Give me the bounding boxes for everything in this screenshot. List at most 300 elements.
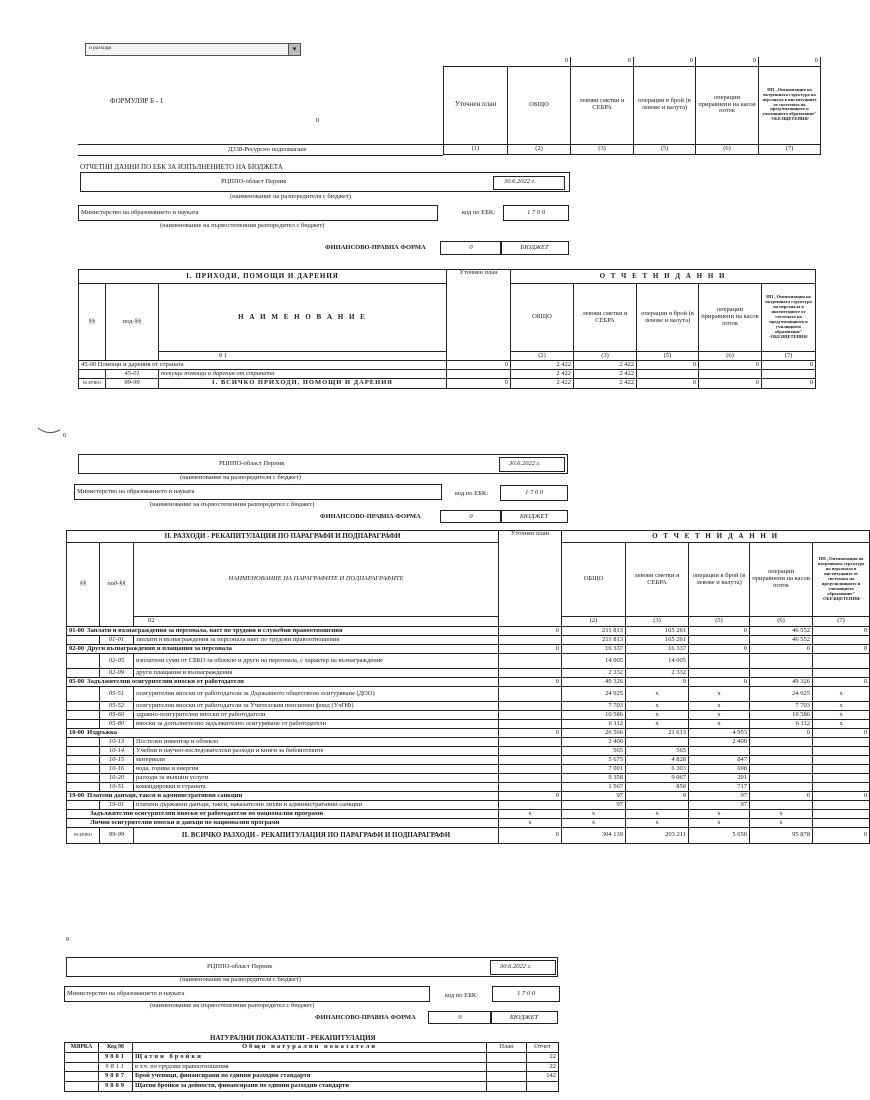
- income-plan-header: Уточнен план: [447, 270, 511, 361]
- ministry-caption: (наименование на първостепенния разпоредител с бюджет): [150, 1002, 315, 1009]
- org-box: [80, 172, 570, 192]
- row-name: Задължителни осигурителни вноски от работодатели: [87, 677, 244, 685]
- col-num: (3): [626, 617, 689, 627]
- income-sp-header: под-§§: [106, 284, 159, 361]
- row-total: x: [562, 810, 626, 819]
- row-plan: [499, 738, 562, 747]
- table-row: [67, 819, 870, 828]
- form-value-1: БЮДЖЕТ: [500, 241, 569, 255]
- row-plan: [499, 756, 562, 765]
- row-cash: x: [689, 819, 750, 828]
- row-name: осигурителни вноски от работодатели за Учителския пенсионен фонд (УчПФ): [134, 702, 499, 711]
- row-plan: x: [499, 810, 562, 819]
- chevron-down-icon[interactable]: ▾: [288, 44, 300, 55]
- row-name: Щатни бройки: [133, 1053, 487, 1063]
- row-name: здравно-осигурителни вноски от работодатели: [134, 711, 499, 720]
- col-num: (6): [750, 617, 813, 627]
- expenses-eq-header: операции приравнени на касов поток: [750, 543, 813, 617]
- row-total: 97: [562, 801, 626, 810]
- row-name: Помощи и дарения от страната: [97, 360, 184, 368]
- row-lev: 0: [626, 792, 689, 801]
- row-lev: 565: [626, 747, 689, 756]
- table-row: [67, 828, 870, 844]
- form-code-1: 0: [440, 241, 502, 255]
- row-eq: [750, 774, 813, 783]
- row-np: [813, 801, 870, 810]
- row-total: 2 422: [511, 361, 574, 370]
- row-eq: [750, 654, 813, 669]
- income-code-row: 0 1: [159, 352, 447, 361]
- natural-table: [64, 1042, 559, 1092]
- row-total: 2 400: [562, 738, 626, 747]
- row-eq: [699, 370, 762, 379]
- row-plan: [499, 783, 562, 792]
- col-header-total: ОБЩО: [508, 66, 571, 144]
- row-subparagraph: 10-13: [100, 738, 134, 747]
- table-row: [67, 774, 870, 783]
- row-eq: [750, 669, 813, 678]
- row-total: 9 358: [562, 774, 626, 783]
- row-lev: 2 422: [574, 361, 637, 370]
- row-lev: x: [626, 720, 689, 729]
- row-eq: [750, 801, 813, 810]
- row-name: текущи помощи и дарения от страната: [159, 370, 447, 379]
- side-mark: 0: [63, 432, 67, 439]
- row-eq: x: [750, 810, 813, 819]
- col-num: (3): [574, 352, 637, 361]
- row-plan: [499, 669, 562, 678]
- top-row-label: [78, 144, 443, 156]
- table-row: [79, 370, 816, 379]
- ministry-box: [78, 205, 438, 221]
- row-lev: x: [626, 687, 689, 702]
- table-row: [67, 810, 870, 819]
- income-lev-header: левови сметки и СЕБРА: [574, 284, 637, 352]
- col-header-eq: операции приравнени на касов поток: [696, 66, 759, 144]
- row-cash: x: [689, 711, 750, 720]
- row-cash: 2 400: [689, 738, 750, 747]
- org-caption: (наименование на разпоредителя с бюджет): [230, 193, 351, 200]
- ebk-label: код по ЕБК:: [445, 992, 479, 999]
- row-np: 0: [813, 645, 870, 654]
- row-name: Брой ученици, финансирани по единни разходни стандарти: [133, 1072, 487, 1082]
- income-report-header: О Т Ч Е Т Н И Д А Н Н И: [511, 270, 816, 284]
- col-num: (3): [571, 144, 634, 154]
- row-name: разходи за външни услуги: [134, 774, 499, 783]
- income-np-header: НП „Оптимизация на вътрешната структура на персонала в институциите от системата на предучилищното и училищното образование" -ОБЕЗЩЕТЕНИЯ/: [762, 284, 816, 352]
- income-cash-header: операции в брой (в левове и валута): [637, 284, 699, 352]
- row-np: 0: [813, 828, 870, 844]
- form-label: ФОРМУЛЯР Б - 1: [110, 97, 164, 105]
- row-np: [813, 738, 870, 747]
- row-total: 565: [562, 747, 626, 756]
- row-plan: 0: [447, 379, 511, 389]
- row-subparagraph: 01-01: [100, 636, 134, 645]
- row-np: [813, 654, 870, 669]
- table-row: [67, 669, 870, 678]
- row-np: [813, 747, 870, 756]
- row-np: [813, 669, 870, 678]
- row-total: 5 675: [562, 756, 626, 765]
- expenses-table: [66, 530, 870, 844]
- col-num: (2): [511, 352, 574, 361]
- row-np: [813, 756, 870, 765]
- row-lev: x: [626, 810, 689, 819]
- org-name: РЦППО-област Перник: [207, 963, 273, 970]
- row-lev: 4 828: [626, 756, 689, 765]
- expenses-sp-header: под-§§: [100, 543, 134, 627]
- form-value-2: БЮДЖЕТ: [500, 510, 568, 523]
- row-lev: 2 332: [626, 669, 689, 678]
- expenses-lev-header: левови сметки и СЕБРА: [626, 543, 689, 617]
- row-lev: 165 261: [626, 627, 689, 636]
- natural-mark-header: МЯРКА: [65, 1043, 99, 1053]
- row-plan: 0: [499, 645, 562, 654]
- dropdown-value: о разходи: [89, 45, 112, 51]
- table-row: [67, 687, 870, 702]
- row-total: 16 337: [562, 645, 626, 654]
- row-cash: [689, 669, 750, 678]
- natural-report-header: Отчет: [527, 1043, 559, 1053]
- org-caption: (наименование на разпоредителя с бюджет): [180, 474, 301, 481]
- row-name: Постелен инвентар и облекло: [134, 738, 499, 747]
- row-label: [67, 678, 499, 687]
- row-code: 9809: [99, 1082, 133, 1092]
- row-eq: 46 552: [750, 627, 813, 636]
- row-plan: 0: [499, 627, 562, 636]
- row-paragraph: 01-00: [69, 626, 85, 634]
- org-box-2: [78, 454, 568, 474]
- col-num: (6): [699, 352, 762, 361]
- row-name: Платени данъци, такси и административни санкции: [87, 791, 243, 799]
- natural-plan-header: План: [487, 1043, 527, 1053]
- ministry-name: Министерство на образованието и науката: [81, 209, 199, 216]
- table-row: [67, 627, 870, 636]
- table-row: [67, 801, 870, 810]
- row-lev: 6 303: [626, 765, 689, 774]
- row-np: 0: [813, 729, 870, 738]
- form-code-3: 0: [428, 1011, 492, 1024]
- row-lev: [626, 738, 689, 747]
- row-np: 0: [762, 361, 816, 370]
- row-np: x: [813, 702, 870, 711]
- row-cash: x: [689, 810, 750, 819]
- income-p-header: §§: [79, 284, 106, 361]
- table-row: [67, 678, 870, 687]
- col-num: (2): [562, 617, 626, 627]
- row-plan: [499, 801, 562, 810]
- col-num: (6): [696, 144, 759, 154]
- row-eq: [750, 783, 813, 792]
- row-eq: 0: [699, 361, 762, 370]
- row-subparagraph: 99-99: [100, 828, 134, 844]
- zero-cell: 0: [634, 57, 696, 66]
- row-total: 14 005: [562, 654, 626, 669]
- zero-cell: 0: [696, 57, 759, 66]
- table-row: [79, 379, 816, 389]
- row-eq: 0: [750, 729, 813, 738]
- row-lev: 2 422: [574, 379, 637, 389]
- row-paragraph: ВСИЧКО: [79, 379, 106, 389]
- row-cash: 717: [689, 783, 750, 792]
- row-eq: [750, 756, 813, 765]
- row-name: командировки в страната: [134, 783, 499, 792]
- col-num: (5): [689, 617, 750, 627]
- row-total: 7 703: [562, 702, 626, 711]
- row-paragraph: 02-00: [69, 644, 85, 652]
- row-eq: [750, 747, 813, 756]
- row-cash: 4 953: [689, 729, 750, 738]
- row-cash: 698: [689, 765, 750, 774]
- row-cash: [689, 654, 750, 669]
- row-lev: 0: [626, 678, 689, 687]
- income-title: I. ПРИХОДИ, ПОМОЩИ И ДАРЕНИЯ: [79, 270, 447, 284]
- row-cash: [689, 636, 750, 645]
- row-eq: [750, 738, 813, 747]
- row-plan: 0: [499, 828, 562, 844]
- row-plan: [499, 747, 562, 756]
- row-total: 7 001: [562, 765, 626, 774]
- row-paragraph: 10-00: [69, 728, 85, 736]
- row-subparagraph: 02-05: [100, 654, 134, 669]
- expenses-name-header: НАИМЕНОВАНИЕ НА ПАРАГРАФИТЕ И ПОДПАРАГРАФИТЕ: [134, 543, 499, 617]
- row-eq: 24 925: [750, 687, 813, 702]
- row-lev: 14 005: [626, 654, 689, 669]
- row-plan: [499, 711, 562, 720]
- table-row: [67, 792, 870, 801]
- row-cash: 97: [689, 801, 750, 810]
- row-lev: 16 337: [626, 645, 689, 654]
- row-name: Издръжка: [87, 728, 118, 736]
- row-plan: [499, 774, 562, 783]
- row-report: [527, 1082, 559, 1092]
- ebk-label: код по ЕБК:: [455, 490, 489, 497]
- ebk-code: 1 7 0 0: [503, 205, 569, 221]
- row-np: [813, 819, 870, 828]
- row-np: x: [813, 711, 870, 720]
- expenses-body: [67, 627, 870, 828]
- income-table: [78, 269, 816, 389]
- row-name: в т.ч. по трудови правоотношения: [133, 1063, 487, 1072]
- ebk-code: 1 7 0 0: [492, 986, 560, 1002]
- ebk-code: 1 7 0 0: [500, 485, 568, 501]
- row-name: I. ВСИЧКО ПРИХОДИ, ПОМОЩИ И ДАРЕНИЯ: [159, 379, 447, 389]
- row-np: [813, 810, 870, 819]
- row-lev: x: [626, 819, 689, 828]
- expenses-plan-header: Уточнен план: [499, 531, 562, 627]
- table-row: [65, 1053, 559, 1063]
- report-title: ОТЧЕТНИ ДАННИ ПО ЕБК ЗА ИЗПЪЛНЕНИЕТО НА БЮДЖЕТА: [80, 163, 283, 171]
- row-subparagraph: 10-16: [100, 765, 134, 774]
- top-dropdown[interactable]: [85, 43, 301, 56]
- row-lev: x: [626, 711, 689, 720]
- row-lev: 165 261: [626, 636, 689, 645]
- table-row: [67, 654, 870, 669]
- row-name: Заплати и възнаграждения за персонала, нает по трудови и служебни правоотношения: [87, 626, 343, 634]
- zero-cell: 0: [508, 57, 571, 66]
- row-plan: 0: [499, 729, 562, 738]
- row-paragraph: 45-00: [81, 360, 97, 368]
- zero-cell: 0: [571, 57, 634, 66]
- row-label: [67, 810, 499, 819]
- row-name: платени държавни данъци, такси, наказателни лихви и административни санкции: [134, 801, 499, 810]
- row-paragraph: 05-00: [69, 677, 85, 685]
- scan-mark-icon: [36, 424, 62, 438]
- row-np: 0: [813, 627, 870, 636]
- row-name: други плащания и възнаграждения: [134, 669, 499, 678]
- row-label: [67, 819, 499, 828]
- table-row: [65, 1082, 559, 1092]
- row-lev: [626, 801, 689, 810]
- row-total: 2 332: [562, 669, 626, 678]
- row-code: 9811: [99, 1063, 133, 1072]
- row-plan: [499, 636, 562, 645]
- table-row: [67, 729, 870, 738]
- table-row: [67, 756, 870, 765]
- row-name: Щатни бройки за дейности, финансирани по единни разходни стандарти: [133, 1082, 487, 1092]
- table-row: [67, 783, 870, 792]
- report-date: 30.6.2022 г.: [509, 460, 541, 467]
- row-np: [762, 370, 816, 379]
- row-report: 22: [527, 1063, 559, 1072]
- row-total: 10 586: [562, 711, 626, 720]
- row-total: 2 422: [511, 370, 574, 379]
- side-mark: 0: [66, 936, 70, 943]
- col-num: (1): [444, 144, 508, 154]
- row-total: 211 813: [562, 627, 626, 636]
- row-np: [813, 774, 870, 783]
- report-date: 30.6.2022 г.: [504, 178, 536, 185]
- row-name: Учебни и научно-изследователски разходи и книги за библиотеките: [134, 747, 499, 756]
- expenses-total-header: ОБЩО: [562, 543, 626, 617]
- row-cash: [689, 747, 750, 756]
- expenses-code-row: 02: [134, 617, 499, 627]
- table-row: [67, 765, 870, 774]
- row-plan: [499, 687, 562, 702]
- row-plan: [499, 720, 562, 729]
- form-code-2: 0: [440, 510, 502, 523]
- income-total-header: ОБЩО: [511, 284, 574, 352]
- row-lev: 850: [626, 783, 689, 792]
- table-row: [65, 1072, 559, 1082]
- row-label: [67, 792, 499, 801]
- row-eq: 0: [750, 792, 813, 801]
- row-total: 26 566: [562, 729, 626, 738]
- row-subparagraph: 05-52: [100, 702, 134, 711]
- row-cash: 0: [689, 627, 750, 636]
- col-header-cash: операции в брой (в левове и валута): [634, 66, 696, 144]
- row-plan: [499, 654, 562, 669]
- row-total: 49 326: [562, 678, 626, 687]
- col-num: (5): [634, 144, 696, 154]
- row-total: 304 139: [562, 828, 626, 844]
- row-eq: 10 586: [750, 711, 813, 720]
- row-subparagraph: 05-51: [100, 687, 134, 702]
- row-cash: 97: [689, 792, 750, 801]
- row-lev: 9 067: [626, 774, 689, 783]
- ministry-box-2: [74, 484, 442, 500]
- col-num: (7): [762, 352, 816, 361]
- row-total: 211 813: [562, 636, 626, 645]
- row-name: заплати и възнаграждения за персонала нает по трудови правоотношения: [134, 636, 499, 645]
- income-name-header: Н А И М Е Н О В А Н И Е: [159, 284, 447, 352]
- row-label: [67, 645, 499, 654]
- row-subparagraph: 10-14: [100, 747, 134, 756]
- row-paragraph: 19-00: [69, 791, 85, 799]
- top-header-table: [443, 57, 821, 155]
- zero-cell: 0: [759, 57, 821, 66]
- row-report: 142: [527, 1072, 559, 1082]
- table-row: [67, 702, 870, 711]
- ebk-label: код по ЕБК:: [462, 209, 496, 216]
- row-subparagraph: 99-99: [106, 379, 159, 389]
- row-plan: x: [499, 819, 562, 828]
- form-value-3: БЮДЖЕТ: [490, 1011, 558, 1024]
- col-header-lev: левови сметки и СЕБРА: [571, 66, 634, 144]
- row-total: 97: [562, 792, 626, 801]
- row-eq: [750, 765, 813, 774]
- table-row: [67, 645, 870, 654]
- row-total: 6 112: [562, 720, 626, 729]
- ministry-box-3: [64, 986, 430, 1002]
- side-mark: 0: [316, 117, 320, 124]
- col-num: (2): [508, 144, 571, 154]
- row-np: [813, 636, 870, 645]
- row-lev: 21 613: [626, 729, 689, 738]
- row-name: Задължителни осигурителни вноски от работодатели по национални програми: [90, 809, 324, 817]
- row-plan: 0: [499, 792, 562, 801]
- row-label-text: Д338-Ресурсно подпомагане: [228, 146, 307, 153]
- table-row: [65, 1063, 559, 1072]
- row-name: Други възнаграждения и плащания за персонала: [87, 644, 233, 652]
- row-code: 9807: [99, 1072, 133, 1082]
- expenses-cash-header: операции в брой (в левове и валута): [689, 543, 750, 617]
- row-name: вноски за допълнително задължително осигуряване от работодатели: [134, 720, 499, 729]
- expenses-title: II. РАЗХОДИ - РЕКАПИТУЛАЦИЯ ПО ПАРАГРАФИ И ПОДПАРАГРАФИ: [67, 531, 499, 543]
- row-label: [67, 729, 499, 738]
- natural-name-header: Общи натурални показатели: [133, 1043, 487, 1053]
- row-cash: x: [689, 720, 750, 729]
- form-label-1: ФИНАНСОВО-ПРАВНА ФОРМА: [325, 244, 426, 251]
- row-plan: [447, 370, 511, 379]
- row-lev: 2 422: [574, 370, 637, 379]
- row-eq: 95 878: [750, 828, 813, 844]
- row-subparagraph: 10-20: [100, 774, 134, 783]
- col-header-plan: Уточнен план: [444, 66, 508, 144]
- org-box-3: [66, 957, 558, 977]
- row-cash: 291: [689, 774, 750, 783]
- ministry-name: Министерство на образованието и науката: [67, 990, 185, 997]
- row-code: 9801: [99, 1053, 133, 1063]
- row-np: [813, 765, 870, 774]
- ministry-caption: (наименование на първостепенния разпоредител с бюджет): [150, 501, 315, 508]
- row-subparagraph: 19-01: [100, 801, 134, 810]
- row-name: вода, горива и енергия: [134, 765, 499, 774]
- row-label: [67, 627, 499, 636]
- row-eq: x: [750, 819, 813, 828]
- expenses-report-header: О Т Ч Е Т Н И Д А Н Н И: [562, 531, 870, 543]
- expenses-np-header: НП „Оптимизация на вътрешната структура на персонала в институциите от системата на предучилищното и училищното образование" -ОБЕЗЩЕТЕНИЯ/: [813, 543, 870, 617]
- row-name: материали: [134, 756, 499, 765]
- row-total: 1 567: [562, 783, 626, 792]
- row-subparagraph: 05-60: [100, 711, 134, 720]
- row-name: II. ВСИЧКО РАЗХОДИ - РЕКАПИТУЛАЦИЯ ПО ПАРАГРАФИ И ПОДПАРАГРАФИ: [134, 828, 499, 844]
- row-eq: 0: [699, 379, 762, 389]
- row-name: осигурителни вноски от работодатели за Държавното обществено осигуряване (ДОО): [134, 687, 499, 702]
- row-name: Лични осигурителни вноски и данъци по национални програми: [90, 818, 280, 826]
- table-row: [67, 720, 870, 729]
- row-plan: 0: [499, 678, 562, 687]
